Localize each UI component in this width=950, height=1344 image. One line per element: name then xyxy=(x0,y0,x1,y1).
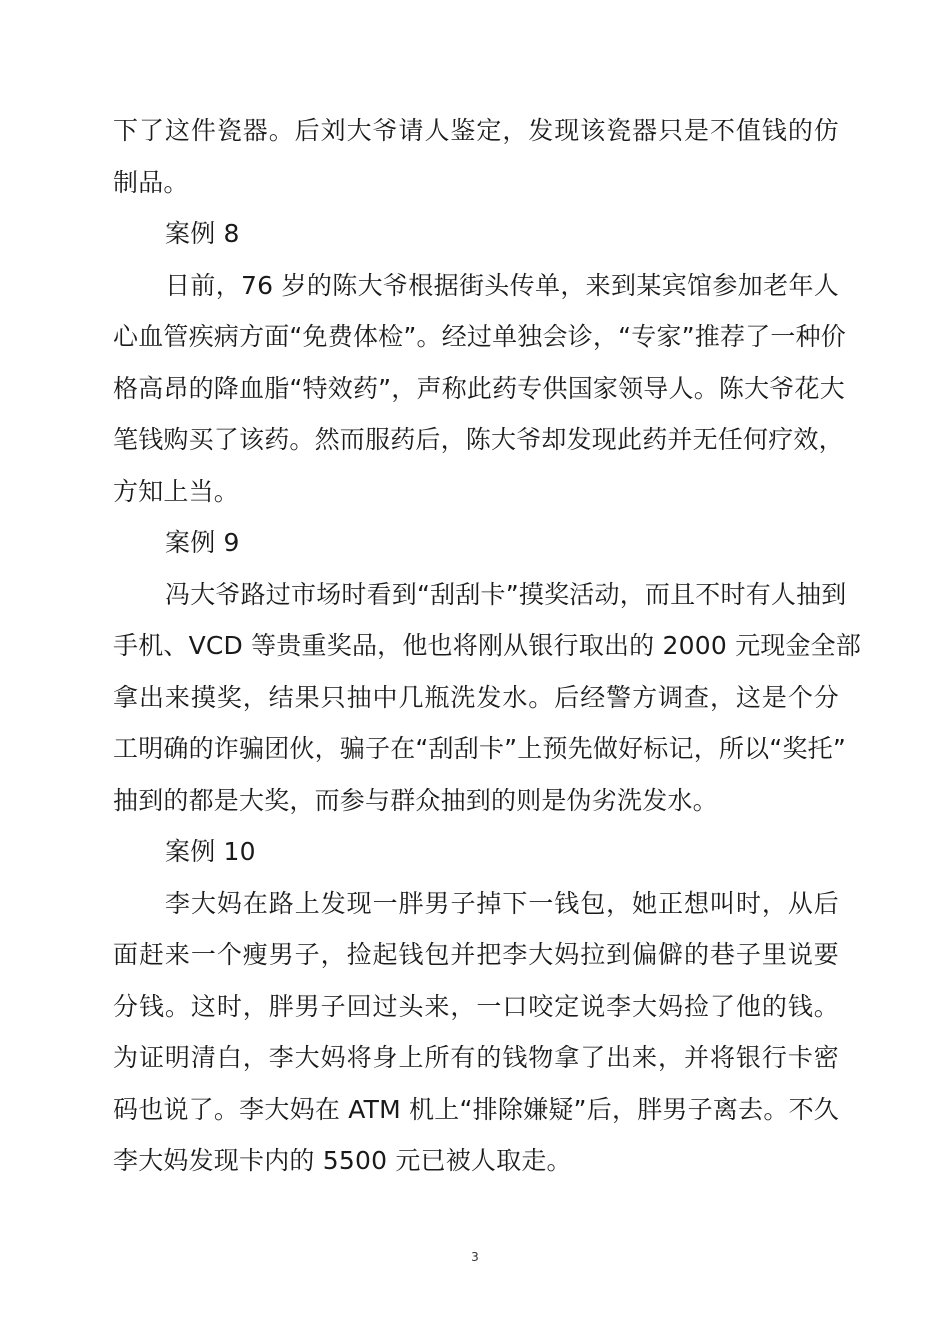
paragraph-line: 笔钱购买了该药。然而服药后，陈大爷却发现此药并无任何疗效， xyxy=(113,425,844,454)
paragraph-line: 面赶来一个瘦男子，捡起钱包并把李大妈拉到偏僻的巷子里说要 xyxy=(113,940,839,969)
paragraph-line: 日前，76 岁的陈大爷根据街头传单，来到某宾馆参加老年人 xyxy=(165,271,839,300)
page-number: 3 xyxy=(471,1250,479,1264)
paragraph-line: 为证明清白，李大妈将身上所有的钱物拿了出来，并将银行卡密 xyxy=(113,1043,839,1072)
paragraph-line: 手机、VCD 等贵重奖品，他也将刚从银行取出的 2000 元现金全部 xyxy=(113,631,862,660)
paragraph-line: 李大妈发现卡内的 5500 元已被人取走。 xyxy=(113,1146,572,1175)
paragraph-line: 工明确的诈骗团伙，骗子在“刮刮卡”上预先做好标记，所以“奖托” xyxy=(113,734,847,763)
paragraph-line: 冯大爷路过市场时看到“刮刮卡”摸奖活动，而且不时有人抽到 xyxy=(165,580,847,609)
paragraph-line: 方知上当。 xyxy=(113,477,240,506)
paragraph-line: 下了这件瓷器。后刘大爷请人鉴定，发现该瓷器只是不值钱的仿 xyxy=(113,116,839,145)
paragraph-line: 心血管疾病方面“免费体检”。经过单独会诊，“专家”推荐了一种价 xyxy=(113,322,847,351)
paragraph-line: 李大妈在路上发现一胖男子掉下一钱包，她正想叫时，从后 xyxy=(165,889,839,918)
case-heading: 案例 8 xyxy=(165,219,240,248)
case-heading: 案例 10 xyxy=(165,837,256,866)
paragraph-line: 制品。 xyxy=(113,168,189,197)
paragraph-line: 拿出来摸奖，结果只抽中几瓶洗发水。后经警方调查，这是个分 xyxy=(113,683,839,712)
paragraph-line: 分钱。这时，胖男子回过头来，一口咬定说李大妈捡了他的钱。 xyxy=(113,992,839,1021)
paragraph-line: 抽到的都是大奖，而参与群众抽到的则是伪劣洗发水。 xyxy=(113,786,718,815)
paragraph-line: 码也说了。李大妈在 ATM 机上“排除嫌疑”后，胖男子离去。不久 xyxy=(113,1095,839,1124)
case-heading: 案例 9 xyxy=(165,528,240,557)
paragraph-line: 格高昂的降血脂“特效药”，声称此药专供国家领导人。陈大爷花大 xyxy=(113,374,845,403)
